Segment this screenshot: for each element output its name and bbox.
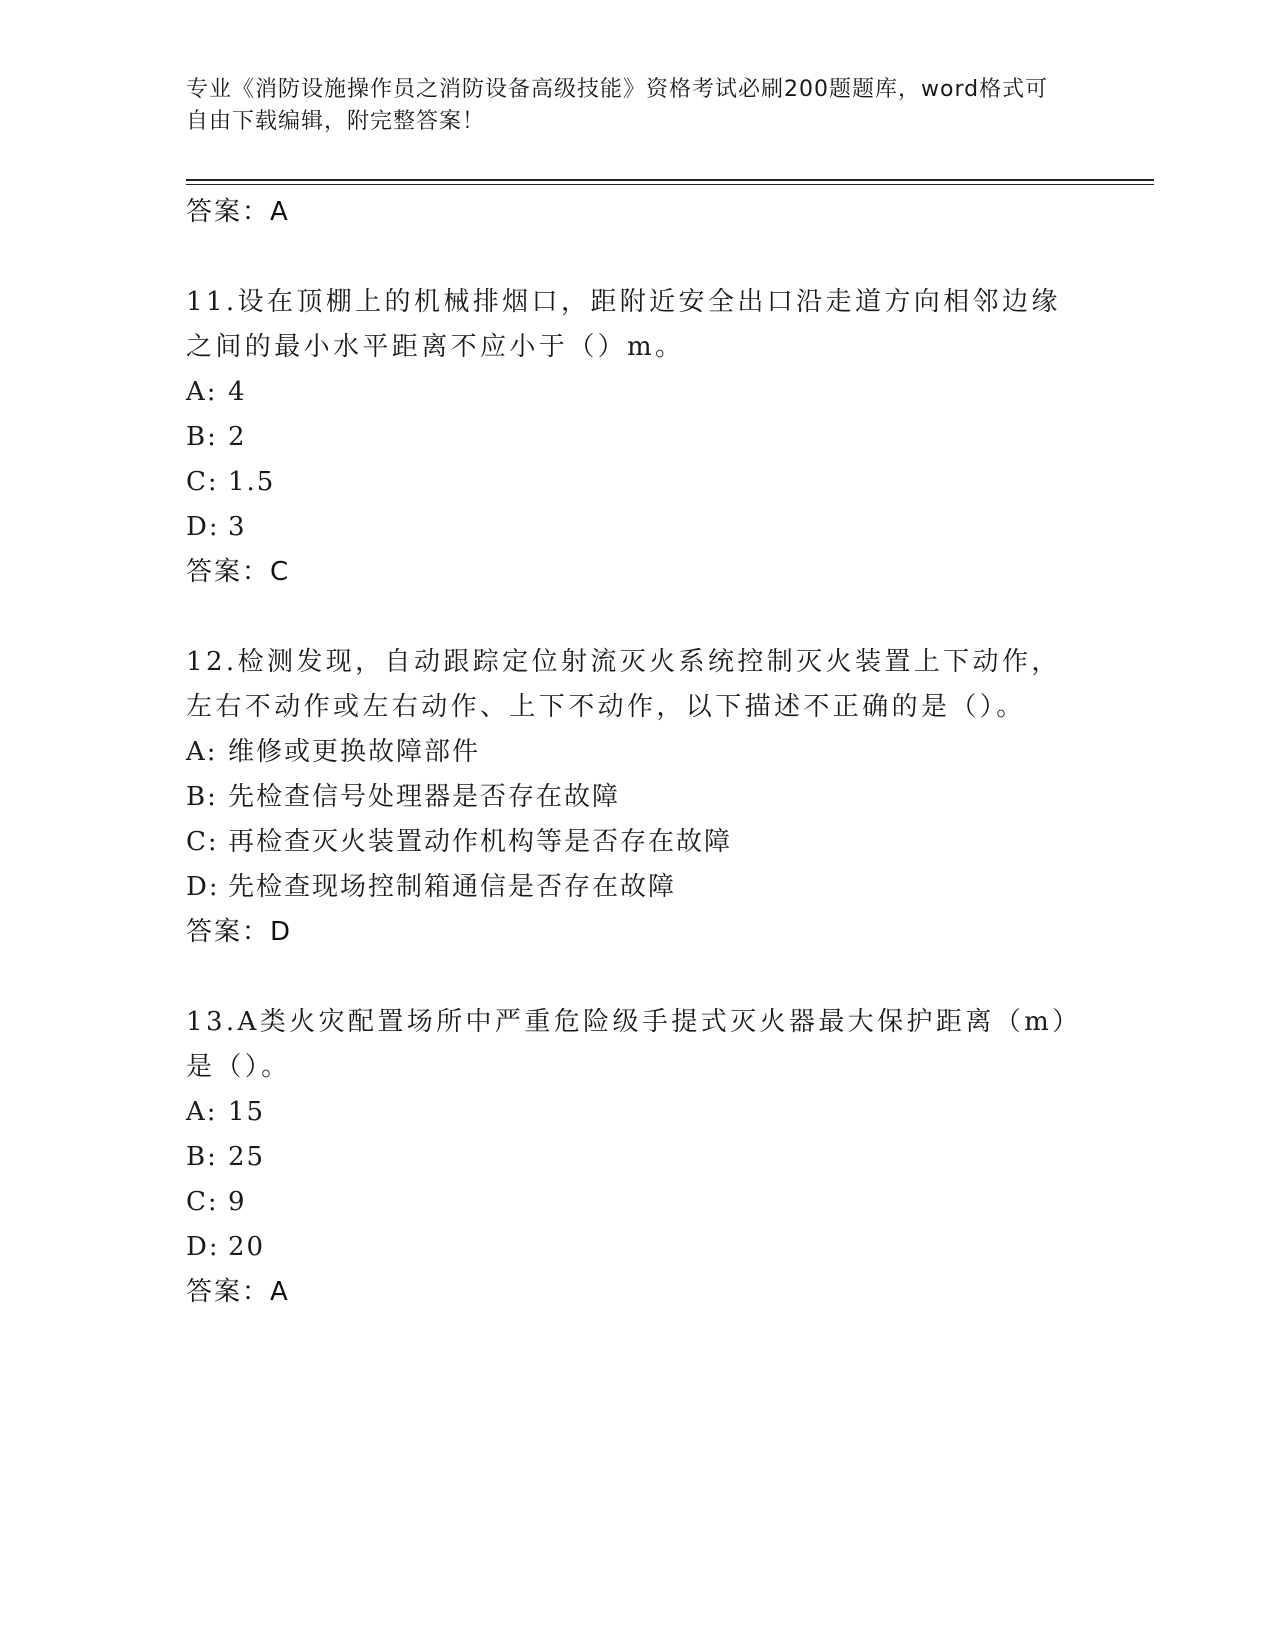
option-d bbox=[186, 1225, 1086, 1270]
header-divider-thin bbox=[186, 184, 1154, 185]
option-b bbox=[186, 415, 1086, 460]
option-d bbox=[186, 505, 1086, 550]
option-letter: D: bbox=[186, 872, 220, 902]
option-text: 4 bbox=[228, 377, 247, 407]
question-text: 11.设在顶棚上的机械排烟口，距附近安全出口沿走道方向相邻边缘之间的最小水平距离不应小于（）m。 bbox=[186, 287, 1061, 362]
option-text: 先检查信号处理器是否存在故障 bbox=[228, 782, 621, 812]
header-divider-thick bbox=[186, 179, 1154, 181]
option-text: 维修或更换故障部件 bbox=[228, 737, 481, 767]
answer-line: 答案：C bbox=[186, 557, 291, 587]
option-text: 3 bbox=[228, 512, 247, 542]
option-letter: A: bbox=[186, 1097, 218, 1127]
option-b bbox=[186, 775, 1086, 820]
option-letter: D: bbox=[186, 1232, 220, 1262]
option-c bbox=[186, 460, 1086, 505]
option-text: 15 bbox=[228, 1097, 266, 1127]
document-header: 专业《消防设施操作员之消防设备高级技能》资格考试必刷200题题库，word格式可自由下载编辑，附完整答案！ bbox=[186, 77, 1049, 134]
question-text: 13.A类火灾配置场所中严重危险级手提式灭火器最大保护距离（m）是（）。 bbox=[186, 1007, 1082, 1082]
question-block bbox=[186, 280, 1086, 595]
option-a bbox=[186, 370, 1086, 415]
option-letter: D: bbox=[186, 512, 220, 542]
option-c bbox=[186, 820, 1086, 865]
option-a bbox=[186, 1090, 1086, 1135]
option-text: 1.5 bbox=[228, 467, 276, 497]
option-text: 2 bbox=[228, 422, 247, 452]
option-b bbox=[186, 1135, 1086, 1180]
option-text: 9 bbox=[228, 1187, 247, 1217]
answer-line: 答案：D bbox=[186, 917, 293, 947]
option-a bbox=[186, 730, 1086, 775]
question-block bbox=[186, 1000, 1086, 1315]
option-text: 再检查灭火装置动作机构等是否存在故障 bbox=[228, 827, 733, 857]
option-text: 先检查现场控制箱通信是否存在故障 bbox=[228, 872, 677, 902]
question-block bbox=[186, 640, 1086, 955]
option-letter: C: bbox=[186, 827, 219, 857]
option-letter: A: bbox=[186, 737, 218, 767]
question-list bbox=[186, 190, 1086, 1315]
question-text: 12.检测发现，自动跟踪定位射流灭火系统控制灭火装置上下动作，左右不动作或左右动作、上下不动作，以下描述不正确的是（）。 bbox=[186, 647, 1061, 722]
option-letter: B: bbox=[186, 1142, 218, 1172]
option-text: 20 bbox=[228, 1232, 266, 1262]
option-letter: B: bbox=[186, 422, 218, 452]
answer-line: 答案：A bbox=[186, 1277, 290, 1307]
option-c bbox=[186, 1180, 1086, 1225]
answer-line: 答案：A bbox=[186, 197, 290, 227]
option-letter: C: bbox=[186, 1187, 219, 1217]
option-letter: C: bbox=[186, 467, 219, 497]
option-letter: A: bbox=[186, 377, 218, 407]
option-text: 25 bbox=[228, 1142, 266, 1172]
option-d bbox=[186, 865, 1086, 910]
option-letter: B: bbox=[186, 782, 218, 812]
